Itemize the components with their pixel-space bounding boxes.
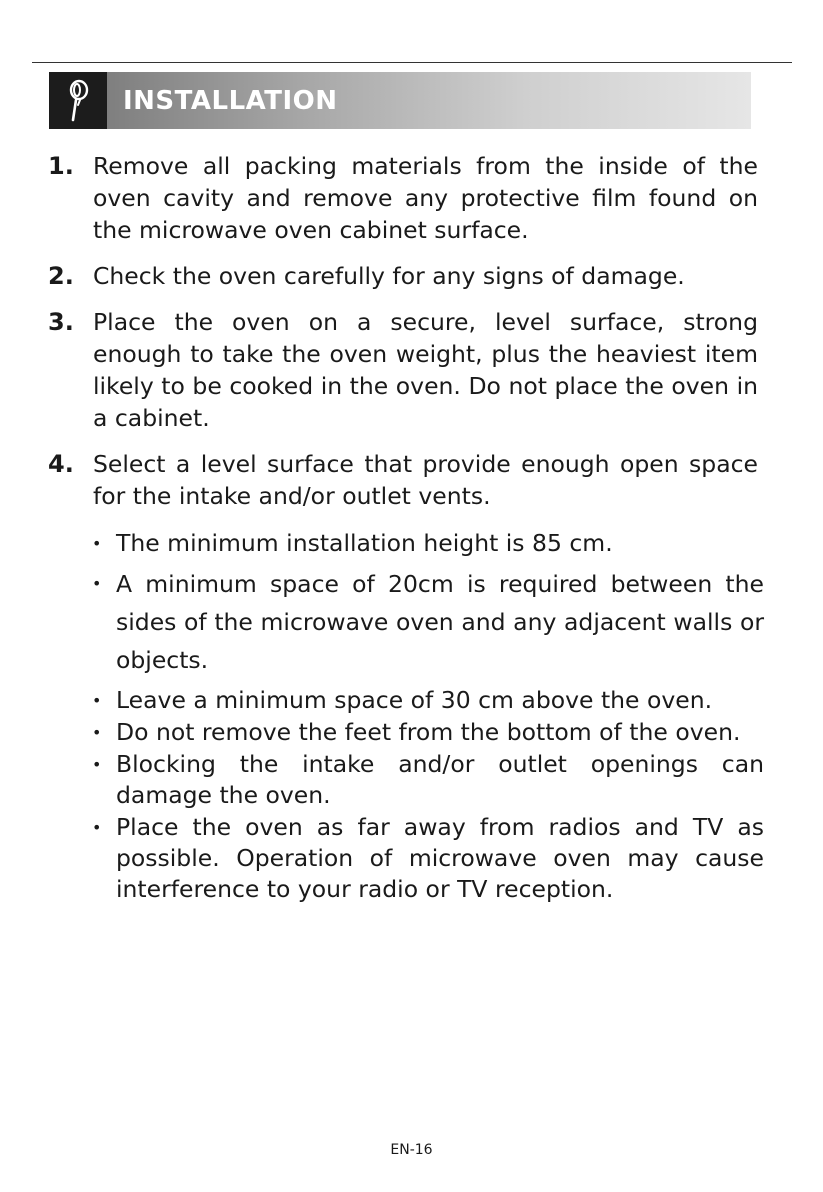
step-number: 1. [48, 152, 74, 180]
step-number: 4. [48, 450, 74, 478]
bullet-text: Blocking the intake and/or outlet openings can damage the oven. [116, 750, 764, 809]
section-header [49, 72, 751, 129]
bullet-point: • [92, 723, 102, 742]
bullet-point: • [92, 755, 102, 774]
bullet-point: • [92, 534, 102, 553]
header-band [107, 72, 751, 129]
bullet-item [92, 717, 764, 748]
bullet-point: • [92, 818, 102, 837]
page-number: EN-16 [390, 1142, 433, 1158]
note-tip-icon-graphic [63, 79, 93, 123]
bullet-point: • [92, 574, 102, 593]
step-number: 3. [48, 308, 74, 336]
section-title: INSTALLATION [123, 85, 338, 116]
step-text: Select a level surface that provide enough open space for the intake and/or outlet vents. [93, 450, 758, 510]
bullet-point: • [92, 691, 102, 710]
bullet-text: The minimum installation height is 85 cm. [116, 529, 613, 557]
bullet-item [92, 749, 764, 811]
step-text: Check the oven carefully for any signs of damage. [93, 262, 685, 290]
bullet-text: Leave a minimum space of 30 cm above the oven. [116, 686, 713, 714]
step-number: 2. [48, 262, 74, 290]
bullet-text: A minimum space of 20cm is required between the sides of the microwave oven and any adjacent walls or objects. [116, 570, 764, 674]
requirement-bullets [92, 528, 764, 905]
step-item [48, 260, 758, 292]
top-divider [32, 62, 792, 63]
bullet-item [92, 565, 764, 679]
step-item [48, 448, 758, 512]
note-tip-icon [49, 72, 107, 129]
installation-steps [48, 150, 758, 526]
step-text: Place the oven on a secure, level surface, strong enough to take the oven weight, plus the heaviest item likely to be cooked in the oven. Do not place the oven in a cabinet. [93, 308, 758, 432]
bullet-text: Do not remove the feet from the bottom of the oven. [116, 718, 741, 746]
bullet-item [92, 685, 764, 716]
step-item [48, 150, 758, 246]
step-text: Remove all packing materials from the inside of the oven cavity and remove any protective film found on the microwave oven cabinet surface. [93, 152, 758, 244]
bullet-item [92, 812, 764, 905]
bullet-text: Place the oven as far away from radios and TV as possible. Operation of microwave oven may cause interference to your radio or TV reception. [116, 813, 764, 903]
step-item [48, 306, 758, 434]
bullet-item [92, 528, 764, 559]
